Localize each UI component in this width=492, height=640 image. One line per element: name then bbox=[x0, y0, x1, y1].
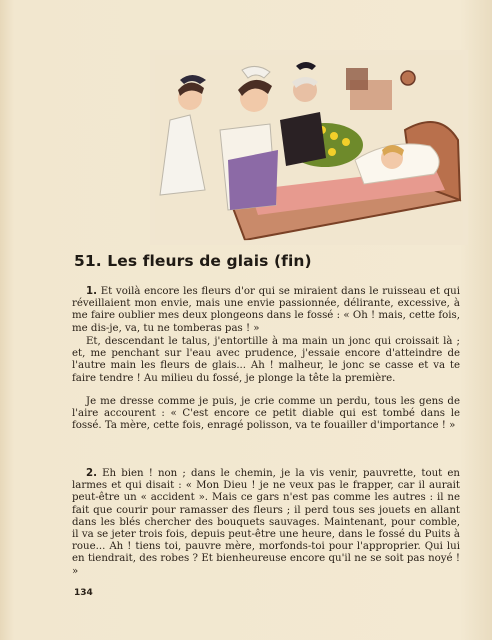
paragraph-number: 2. bbox=[86, 468, 97, 479]
paragraph-text: Eh bien ! non ; dans le chemin, je la vis venir, pauvrette, tout en larmes et qui disait : « Mon Dieu ! je ne veux pas le frapper, car il aurait peut-être un « accident ». Mais ce gars n'est pas comme les autres : il ne fait que courir pour ramasser des fleurs ; il perd tous ses jouets en allant dans les blés chercher des bouquets sauvages. Maintenant, pour comble, il va se jeter trois fois, depuis peut-être une heure, dans le fossé du Puits à roue... Ah ! tiens toi, pauvre mère, morfonds-toi pour l'approprier. Qui lui en tiendrait, des robes ? Et bienheureuse encore qu'il ne se soit pas noyé ! » bbox=[72, 468, 460, 577]
paragraph-text: Je me dresse comme je puis, je crie comme un perdu, tous les gens de l'aire accourent : « C'est encore ce petit diable qui est tombé dans le fossé. Ta mère, cette fois, enragé polisson, va te fouailler d'importance ! » bbox=[72, 396, 460, 432]
paragraph-2 bbox=[72, 336, 460, 385]
chapter-title: 51. Les fleurs de glais (fin) bbox=[74, 252, 312, 270]
paragraph-text: Et, descendant le talus, j'entortille à ma main un jonc qui croissait là ; et, me penchant sur l'eau avec prudence, j'essaie encore d'atteindre de l'autre main les fleurs de glais... Ah ! malheur, le jonc se casse et va te faire tendre ! Au milieu du fossé, je plonge la tête la première. bbox=[72, 336, 460, 384]
paragraph-4 bbox=[72, 468, 460, 578]
paragraph-1 bbox=[72, 286, 460, 335]
illustration bbox=[150, 50, 468, 245]
paragraph-text: Et voilà encore les fleurs d'or qui se miraient dans le ruisseau et qui réveillaient mon envie, mais une envie passionnée, délirante, excessive, à me faire oublier mes deux plongeons dans le fossé : « Oh ! mais, cette fois, me dis-je, va, tu ne tomberas pas ! » bbox=[72, 286, 460, 334]
paragraph-3 bbox=[72, 396, 460, 433]
page-number: 134 bbox=[74, 588, 93, 598]
paragraph-number: 1. bbox=[86, 286, 97, 297]
